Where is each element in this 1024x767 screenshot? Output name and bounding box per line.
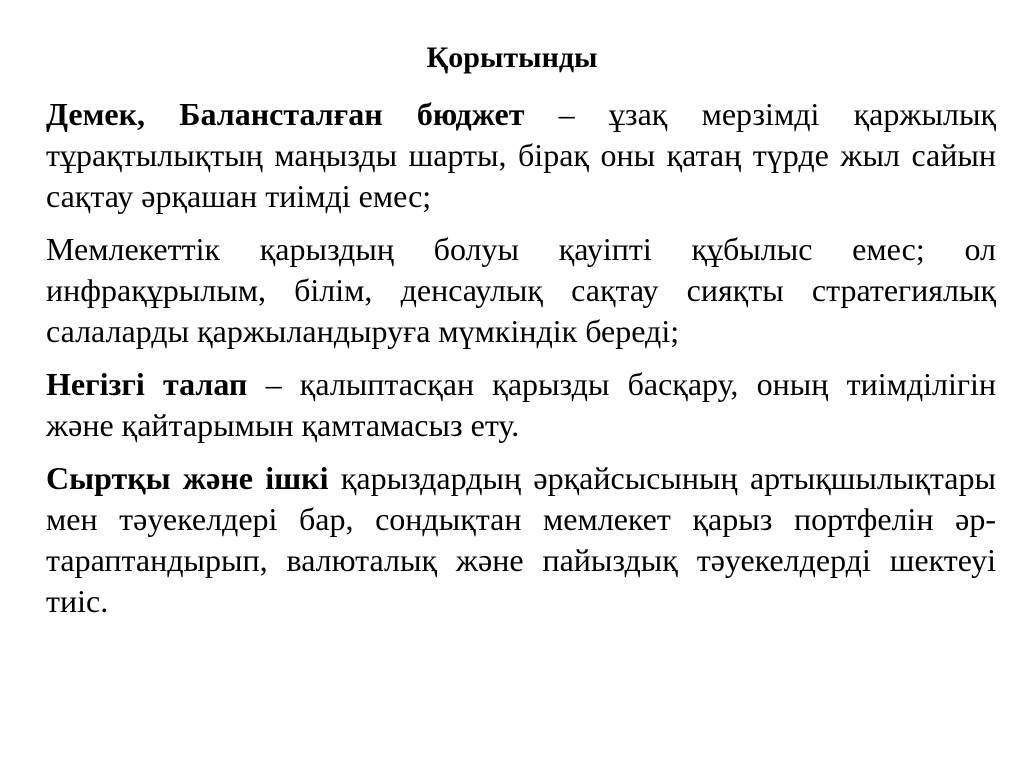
paragraph-main-requirement <box>46 364 996 446</box>
paragraph-balanced-budget <box>46 94 996 217</box>
paragraph-external-internal-debt <box>46 458 996 622</box>
slide-body <box>46 94 996 634</box>
paragraph-bold-lead: Негізгі талап <box>46 366 248 402</box>
paragraph-bold-lead: Демек, Балансталған бюджет <box>46 96 525 132</box>
paragraph-text: – ұзақ мерзімді қаржылық тұрақтылықтың маңызды шарты, бірақ оны қатаң түрде жыл сайын сақтау әрқашан тиімді емес; <box>46 96 997 214</box>
slide-title: Қорытынды <box>426 41 598 74</box>
paragraph-text: – қалыптасқан қарызды басқару, оның тиімділігін және қайтарымын қамтамасыз ету. <box>46 366 997 443</box>
paragraph-state-debt <box>46 229 996 352</box>
paragraph-text: Мемлекеттік қарыздың болуы қауіпті құбылыс емес; ол инфрақұрылым, білім, денсаулық сақтау сияқты стратегиялық салаларды қаржыландыруға мүмкіндік береді; <box>46 231 996 349</box>
paragraph-text: қарыздардың әрқайсысының артықшылықтары мен тәуекелдері бар, сондықтан мемлекет қарыз портфелін әр-тараптандырып, валюталық және пайыздық тәуекелдерді шектеуі тиіс. <box>46 460 997 619</box>
paragraph-bold-lead: Сыртқы және ішкі <box>46 460 329 496</box>
